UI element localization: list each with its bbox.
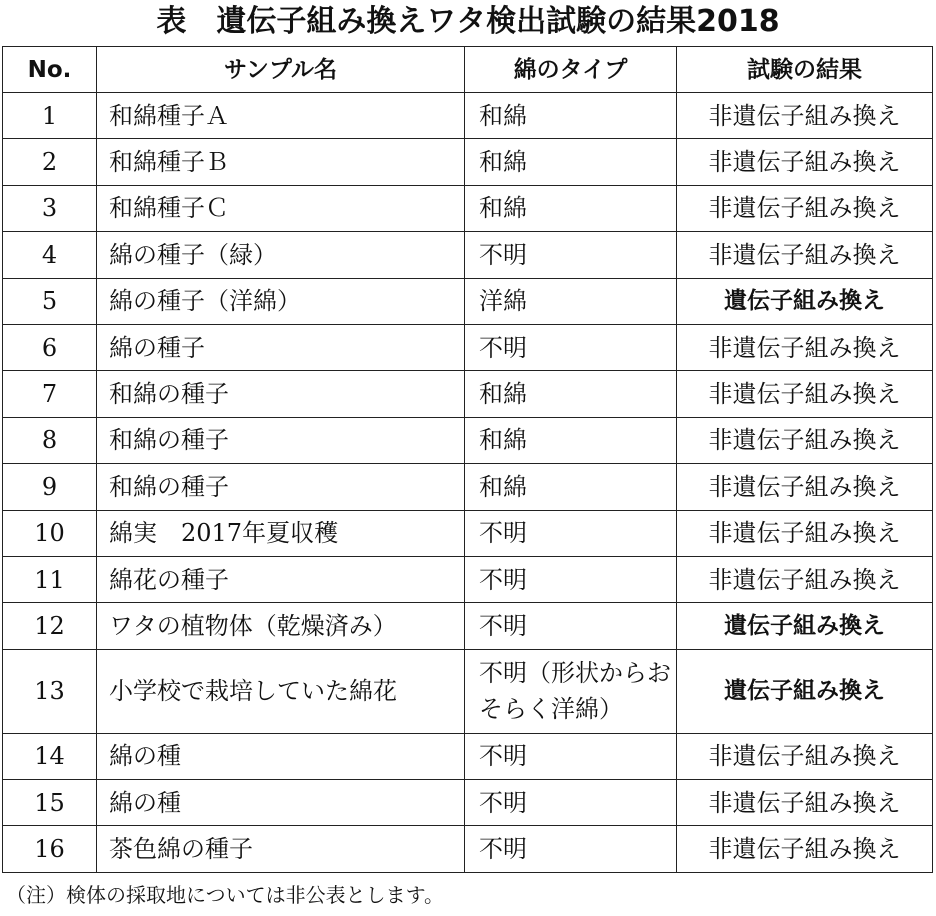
- cell-sample-name: 茶色綿の種子: [97, 826, 465, 872]
- table-row: [3, 603, 933, 649]
- table-row: [3, 780, 933, 826]
- cell-sample-name: 綿の種子: [97, 324, 465, 370]
- cell-cotton-type: 和綿: [465, 371, 677, 417]
- cell-result: 非遺伝子組み換え: [677, 139, 933, 185]
- cell-sample-name: 綿実 2017年夏収穫: [97, 510, 465, 556]
- cell-result: 非遺伝子組み換え: [677, 371, 933, 417]
- table-row: [3, 232, 933, 278]
- cell-no: 8: [3, 417, 97, 463]
- table-row: [3, 556, 933, 602]
- cell-sample-name: 和綿種子Ａ: [97, 93, 465, 139]
- cell-cotton-type: 和綿: [465, 185, 677, 231]
- table-row: [3, 649, 933, 733]
- cell-cotton-type: 不明: [465, 232, 677, 278]
- title-text: 遺伝子組み換えワタ検出試験の結果2018: [216, 4, 780, 39]
- cell-no: 11: [3, 556, 97, 602]
- cell-no: 9: [3, 464, 97, 510]
- cell-cotton-type: 不明（形状からおそらく洋綿）: [465, 649, 677, 733]
- cell-no: 14: [3, 733, 97, 779]
- cell-sample-name: 綿の種子（洋綿）: [97, 278, 465, 324]
- table-title: [0, 4, 936, 40]
- table-row: [3, 185, 933, 231]
- header-cotton-type: 綿のタイプ: [465, 47, 677, 93]
- table-row: [3, 139, 933, 185]
- cell-sample-name: 和綿の種子: [97, 464, 465, 510]
- header-row: [3, 47, 933, 93]
- table-row: [3, 371, 933, 417]
- table-body: [3, 93, 933, 873]
- cell-no: 5: [3, 278, 97, 324]
- header-sample-name: サンプル名: [97, 47, 465, 93]
- table-row: [3, 826, 933, 872]
- cell-result: 遺伝子組み換え: [677, 278, 933, 324]
- cell-result: 遺伝子組み換え: [677, 603, 933, 649]
- cell-cotton-type: 和綿: [465, 464, 677, 510]
- cell-no: 2: [3, 139, 97, 185]
- cell-sample-name: 和綿の種子: [97, 417, 465, 463]
- cell-cotton-type: 和綿: [465, 139, 677, 185]
- cell-result: 非遺伝子組み換え: [677, 826, 933, 872]
- cell-cotton-type: 和綿: [465, 417, 677, 463]
- results-table: [2, 46, 933, 873]
- cell-sample-name: 和綿種子Ｂ: [97, 139, 465, 185]
- cell-result: 非遺伝子組み換え: [677, 324, 933, 370]
- cell-result: 非遺伝子組み換え: [677, 780, 933, 826]
- cell-cotton-type: 洋綿: [465, 278, 677, 324]
- cell-no: 4: [3, 232, 97, 278]
- cell-no: 3: [3, 185, 97, 231]
- cell-result: 非遺伝子組み換え: [677, 510, 933, 556]
- cell-sample-name: 綿の種: [97, 733, 465, 779]
- cell-no: 1: [3, 93, 97, 139]
- cell-no: 15: [3, 780, 97, 826]
- cell-result: 遺伝子組み換え: [677, 649, 933, 733]
- header-no: No.: [3, 47, 97, 93]
- cell-result: 非遺伝子組み換え: [677, 93, 933, 139]
- table-row: [3, 278, 933, 324]
- header-result: 試験の結果: [677, 47, 933, 93]
- cell-no: 6: [3, 324, 97, 370]
- cell-result: 非遺伝子組み換え: [677, 464, 933, 510]
- cell-sample-name: 綿の種: [97, 780, 465, 826]
- cell-cotton-type: 不明: [465, 556, 677, 602]
- cell-cotton-type: 不明: [465, 780, 677, 826]
- cell-result: 非遺伝子組み換え: [677, 232, 933, 278]
- cell-no: 7: [3, 371, 97, 417]
- cell-no: 10: [3, 510, 97, 556]
- table-row: [3, 464, 933, 510]
- table-row: [3, 733, 933, 779]
- cell-result: 非遺伝子組み換え: [677, 733, 933, 779]
- cell-sample-name: 綿の種子（緑）: [97, 232, 465, 278]
- cell-sample-name: 和綿種子Ｃ: [97, 185, 465, 231]
- cell-no: 12: [3, 603, 97, 649]
- table-row: [3, 510, 933, 556]
- cell-cotton-type: 不明: [465, 826, 677, 872]
- cell-sample-name: ワタの植物体（乾燥済み）: [97, 603, 465, 649]
- table-row: [3, 417, 933, 463]
- cell-cotton-type: 不明: [465, 603, 677, 649]
- table-row: [3, 93, 933, 139]
- cell-result: 非遺伝子組み換え: [677, 417, 933, 463]
- cell-sample-name: 小学校で栽培していた綿花: [97, 649, 465, 733]
- table-row: [3, 324, 933, 370]
- cell-result: 非遺伝子組み換え: [677, 185, 933, 231]
- cell-sample-name: 和綿の種子: [97, 371, 465, 417]
- footnote: （注）検体の採取地については非公表とします。: [6, 883, 444, 907]
- cell-sample-name: 綿花の種子: [97, 556, 465, 602]
- cell-cotton-type: 不明: [465, 324, 677, 370]
- cell-result: 非遺伝子組み換え: [677, 556, 933, 602]
- cell-no: 13: [3, 649, 97, 733]
- cell-cotton-type: 不明: [465, 733, 677, 779]
- cell-cotton-type: 不明: [465, 510, 677, 556]
- cell-cotton-type: 和綿: [465, 93, 677, 139]
- title-prefix: 表: [156, 4, 187, 39]
- cell-no: 16: [3, 826, 97, 872]
